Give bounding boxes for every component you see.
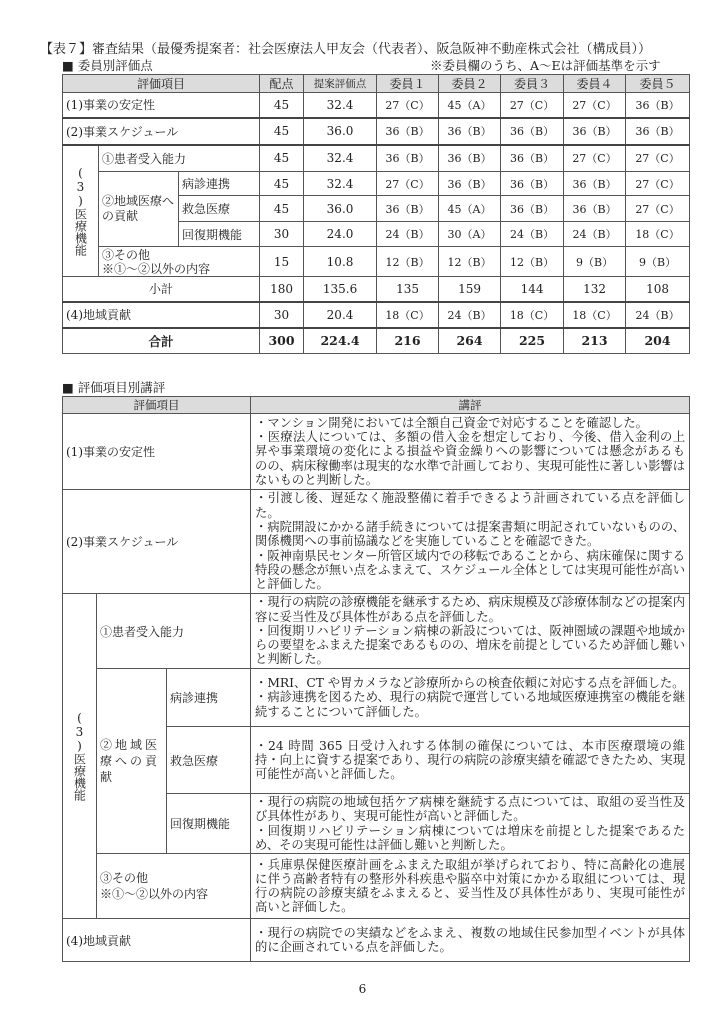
row-label: 回復期機能	[179, 222, 260, 247]
col-header-points: 配点	[260, 75, 304, 93]
row-label: ①患者受入能力	[99, 145, 260, 172]
section-heading-comments: ■ 評価項目別講評	[62, 380, 166, 395]
member-score: 27（C）	[626, 196, 690, 222]
comment-line: ・回復期リハビリテーション病棟の新設については、阪神圏域の課題や地域からの要望をふまえた提案であるものの、増床を前提としているため評価し難いと判断した。	[255, 623, 685, 667]
member-score: 36（B）	[501, 145, 564, 172]
member-score: 27（C）	[377, 93, 439, 118]
proposal-score: 32.4	[304, 93, 377, 118]
member-score: 36（B）	[501, 196, 564, 222]
row-label: (4)地域貢献	[63, 919, 251, 962]
proposal-score: 36.0	[304, 118, 377, 145]
comment-cell	[251, 490, 690, 594]
member-score: 18（C）	[377, 302, 439, 328]
row-label: 回復期機能	[167, 794, 251, 854]
member-score: 45（A）	[439, 196, 501, 222]
proposal-score: 32.4	[304, 172, 377, 196]
member-score: 36（B）	[377, 145, 439, 172]
header-row	[63, 75, 690, 93]
member-score: 18（C）	[626, 222, 690, 247]
table-row	[63, 93, 690, 118]
comment-cell	[251, 854, 690, 919]
table-row	[63, 172, 690, 196]
member-score: 27（C）	[377, 172, 439, 196]
comment-cell	[251, 414, 690, 490]
table-row	[63, 669, 690, 727]
grading-note: ※委員欄のうち、A～Eは評価基準を示す	[430, 58, 661, 73]
col-header-member-3: 委員３	[501, 75, 564, 93]
member-score: 27（C）	[564, 93, 626, 118]
row-label	[97, 854, 251, 919]
group-label-text: (3)医療機能	[73, 165, 88, 256]
member-score: 12（B）	[377, 247, 439, 277]
comment-line: ・24 時間 365 日受け入れする体制の確保については、本市医療環境の維持・向上に資する提案であり、現行の病院の診療実績を確認できたため、実現可能性が高いと評価した。	[255, 738, 685, 782]
member-score: 24（B）	[439, 302, 501, 328]
proposal-score: 10.8	[304, 247, 377, 277]
table-row	[63, 490, 690, 594]
comment-line: ・病診連携を図るため、現行の病院で運営している地域医療連携室の機能を継続することについて評価した。	[255, 690, 685, 719]
member-score: 36（B）	[626, 118, 690, 145]
member-score: 204	[626, 328, 690, 354]
table-row	[63, 594, 690, 669]
row-label: 小計	[63, 277, 260, 302]
points: 45	[260, 196, 304, 222]
member-score: 9（B）	[626, 247, 690, 277]
points: 45	[260, 118, 304, 145]
row-label-note: ※①～②以外の内容	[100, 887, 209, 902]
row-label-line: ③その他	[102, 247, 151, 262]
member-score: 24（B）	[626, 302, 690, 328]
col-header-member-2: 委員２	[439, 75, 501, 93]
col-header-item: 評価項目	[63, 397, 251, 414]
member-score: 216	[377, 328, 439, 354]
member-score: 12（B）	[501, 247, 564, 277]
subgroup-label: ②地域医療への貢献	[97, 669, 167, 854]
comment-table	[62, 396, 690, 962]
table-title: 【表７】審査結果（最優秀提案者：社会医療法人甲友会（代表者）、阪急阪神不動産株式会社（構成員））	[40, 42, 652, 57]
row-label: 病診連携	[167, 669, 251, 727]
comment-line: ・阪神南県民センター所管区域内での移転であることから、病床確保に関する特段の懸念が無い点をふまえて、スケジュール全体としては実現可能性が高いと評価した。	[255, 548, 685, 592]
member-score: 24（B）	[501, 222, 564, 247]
row-label: 救急医療	[167, 727, 251, 794]
comment-line: ・引渡し後、遅延なく施設整備に着手できるよう計画されている点を評価した。	[255, 491, 685, 520]
member-score: 24（B）	[564, 222, 626, 247]
comment-line: ・現行の病院での実績などをふまえ、複数の地域住民参加型イベントが具体的に企画されている点を評価した。	[255, 925, 685, 955]
row-label: ①患者受入能力	[97, 594, 251, 669]
proposal-score: 36.0	[304, 196, 377, 222]
points: 300	[260, 328, 304, 354]
group-label-medical	[63, 594, 97, 919]
row-label: 病診連携	[179, 172, 260, 196]
member-score: 36（B）	[501, 118, 564, 145]
points: 30	[260, 302, 304, 328]
points: 45	[260, 172, 304, 196]
member-score: 36（B）	[564, 172, 626, 196]
comment-line: ・現行の病院の地域包括ケア病棟を継続する点については、取組の妥当性及び具体性があり、実現可能性が高いと評価した。	[255, 795, 685, 824]
row-label: 救急医療	[179, 196, 260, 222]
proposal-score: 24.0	[304, 222, 377, 247]
member-score: 36（B）	[501, 172, 564, 196]
member-score: 36（B）	[564, 196, 626, 222]
comment-line: ・MRI、CT や胃カメラなど診療所からの検査依頼に対応する点を評価した。	[255, 676, 685, 691]
member-score: 27（C）	[626, 172, 690, 196]
table-row	[63, 854, 690, 919]
member-score: 12（B）	[439, 247, 501, 277]
comment-cell	[251, 919, 690, 962]
table-row	[63, 919, 690, 962]
member-score: 36（B）	[439, 145, 501, 172]
row-label-note: ※①～②以外の内容	[102, 261, 211, 276]
row-label	[99, 247, 260, 277]
comment-cell	[251, 727, 690, 794]
proposal-score: 32.4	[304, 145, 377, 172]
total-row	[63, 328, 690, 354]
member-score: 108	[626, 277, 690, 302]
comment-line: ・マンション開発においては全額自己資金で対応することを確認した。	[255, 415, 648, 430]
table-row	[63, 145, 690, 172]
table-row	[63, 302, 690, 328]
member-score: 27（C）	[564, 145, 626, 172]
member-score: 36（B）	[439, 172, 501, 196]
row-label: (2)事業スケジュール	[63, 490, 251, 594]
comment-line: ・兵庫県保健医療計画をふまえた取組が挙げられており、特に高齢化の進展に伴う高齢者特有の整形外科疾患や脳卒中対策にかかる取組については、現行の病院の診療実績をふまえると、妥当性及び具体性があり、実現可能性が高いと評価した。	[255, 857, 685, 915]
col-header-member-4: 委員４	[564, 75, 626, 93]
score-table	[62, 74, 690, 354]
member-score: 225	[501, 328, 564, 354]
member-score: 144	[501, 277, 564, 302]
header-row	[63, 397, 690, 414]
member-score: 9（B）	[564, 247, 626, 277]
member-score: 18（C）	[564, 302, 626, 328]
member-score: 27（C）	[626, 145, 690, 172]
table-row	[63, 247, 690, 277]
row-label: (1)事業の安定性	[63, 93, 260, 118]
comment-cell	[251, 669, 690, 727]
member-score: 36（B）	[439, 118, 501, 145]
proposal-score: 135.6	[304, 277, 377, 302]
row-label: (4)地域貢献	[63, 302, 260, 328]
member-score: 135	[377, 277, 439, 302]
member-score: 27（C）	[501, 93, 564, 118]
subtotal-row	[63, 277, 690, 302]
table-row	[63, 414, 690, 490]
comment-line: ・回復期リハビリテーション病棟については増床を前提とした提案であるため、その実現可能性は評価し難いと判断した。	[255, 823, 685, 852]
member-score: 213	[564, 328, 626, 354]
member-score: 30（A）	[439, 222, 501, 247]
comment-line: ・現行の病院の診療機能を継承するため、病床規模及び診療体制などの提案内容に妥当性及び具体性がある点を評価した。	[255, 595, 685, 624]
member-score: 24（B）	[377, 222, 439, 247]
member-score: 45（A）	[439, 93, 501, 118]
row-label: (1)事業の安定性	[63, 414, 251, 490]
section-heading-scores: ■ 委員別評価点	[62, 58, 153, 73]
member-score: 36（B）	[377, 196, 439, 222]
comment-line: ・病院開設にかかる諸手続きについては提案書類に明記されていないものの、関係機関への事前協議などを実施していることを確認できた。	[255, 520, 685, 549]
member-score: 36（B）	[377, 118, 439, 145]
row-label: (2)事業スケジュール	[63, 118, 260, 145]
proposal-score: 20.4	[304, 302, 377, 328]
member-score: 159	[439, 277, 501, 302]
col-header-comment: 講評	[251, 397, 690, 414]
points: 45	[260, 93, 304, 118]
row-label-line: ③その他	[100, 871, 149, 886]
col-header-item: 評価項目	[63, 75, 260, 93]
table-row	[63, 118, 690, 145]
row-label: 合計	[63, 328, 260, 354]
proposal-score: 224.4	[304, 328, 377, 354]
points: 30	[260, 222, 304, 247]
col-header-proposal-score: 提案評価点	[304, 75, 377, 93]
comment-line: ・医療法人については、多額の借入金を想定しており、今後、借入金利の上昇や事業環境の変化による損益や資金繰りへの影響については懸念があるものの、病床稼働率は現実的な水準で計画しており、実現可能性に著しい影響はないものと判断した。	[255, 430, 685, 487]
page-number: 6	[358, 982, 367, 996]
member-score: 36（B）	[564, 118, 626, 145]
comment-cell	[251, 594, 690, 669]
member-score: 36（B）	[626, 93, 690, 118]
subgroup-label: ②地域医療への貢献	[99, 172, 179, 247]
member-score: 18（C）	[501, 302, 564, 328]
group-label-text: (3)医療機能	[72, 711, 87, 802]
col-header-member-1: 委員１	[377, 75, 439, 93]
comment-cell	[251, 794, 690, 854]
points: 15	[260, 247, 304, 277]
points: 45	[260, 145, 304, 172]
col-header-member-5: 委員５	[626, 75, 690, 93]
member-score: 264	[439, 328, 501, 354]
group-label-medical	[63, 145, 99, 277]
member-score: 132	[564, 277, 626, 302]
points: 180	[260, 277, 304, 302]
